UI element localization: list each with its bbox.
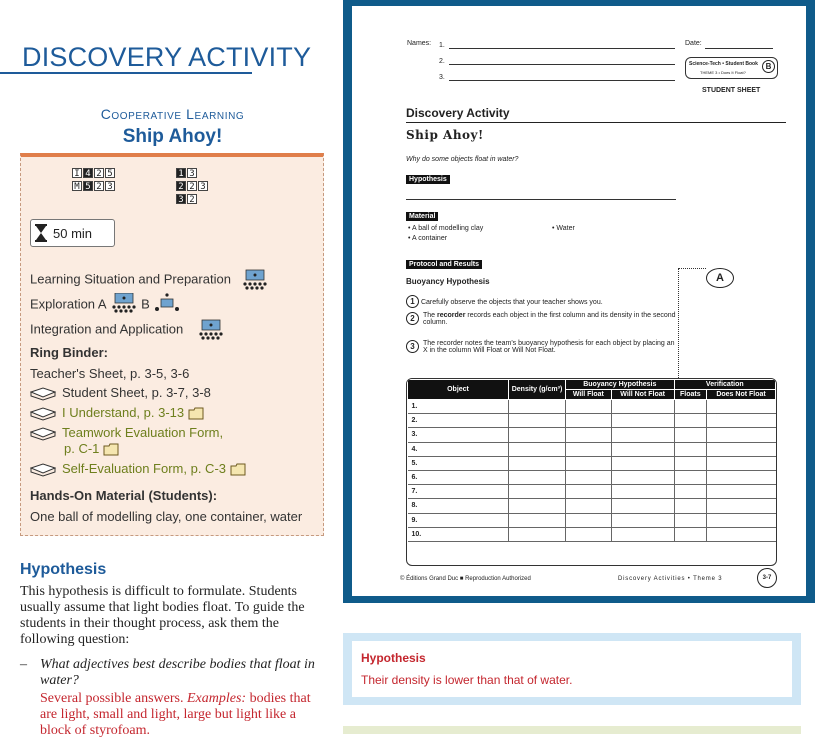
table-cell (707, 400, 776, 414)
table-cell (674, 513, 706, 527)
group-icon (241, 268, 269, 292)
material-item: • Water (552, 225, 575, 232)
folder-icon (188, 407, 204, 420)
name-num: 3. (439, 74, 445, 81)
footer-copyright: © Éditions Grand Duc ■ Reproduction Authorized (400, 576, 531, 582)
grid-label: M (72, 181, 82, 191)
table-row (408, 442, 776, 456)
row-number: 10. (408, 527, 509, 541)
badge-line1: Science-Tech • Student Book (689, 61, 758, 67)
table-cell (674, 442, 706, 456)
hands-on-heading: Hands-On Material (Students): (30, 488, 218, 503)
grid-cell: 5 (83, 181, 93, 191)
col-buoyancy: Buoyancy Hypothesis (566, 380, 675, 390)
understand-item (30, 405, 204, 421)
teamwork-page-label: p. C-1 (64, 441, 100, 456)
table-row (408, 499, 776, 513)
table-cell (611, 513, 674, 527)
protocol-label: Protocol and Results (406, 260, 482, 269)
col-will-not-float: Will Not Float (611, 390, 674, 400)
table-cell (566, 456, 612, 470)
teamwork-page-item (64, 441, 119, 456)
self-eval-label: Self-Evaluation Form, p. C-3 (62, 461, 227, 476)
table-cell (566, 414, 612, 428)
learning-situation-item (30, 268, 269, 292)
row-number: 1. (408, 400, 509, 414)
material-item: • A container (408, 235, 448, 242)
table-cell (707, 527, 776, 541)
teachers-sheet-item: Teacher's Sheet, p. 3-5, 3-6 (30, 366, 190, 381)
grid-cell: 3 (176, 194, 186, 204)
sheet-title: Ship Ahoy! (406, 128, 484, 142)
teamwork-item (30, 425, 223, 441)
table-cell (611, 485, 674, 499)
book-icon (30, 387, 56, 401)
table-cell (707, 470, 776, 484)
footer-theme: Discovery Activities • Theme 3 (618, 576, 723, 582)
step-1: 1 Carefully observe the objects that your teacher shows you. (406, 295, 676, 308)
grid-cell: 2 (187, 181, 197, 191)
grid-cell: 2 (176, 181, 186, 191)
ring-binder-heading: Ring Binder: (30, 345, 108, 360)
duration-box (30, 219, 115, 247)
table-cell (674, 499, 706, 513)
student-sheet-label: STUDENT SHEET (702, 87, 761, 94)
table-cell (509, 428, 566, 442)
table-row (408, 414, 776, 428)
question-text: What adjectives best describe bodies that float in water? (40, 657, 315, 688)
material-label: Material (406, 212, 438, 221)
next-box-edge (343, 726, 801, 734)
grid-cell: 3 (187, 168, 197, 178)
possible-answers (40, 691, 325, 739)
table-cell (611, 442, 674, 456)
table-cell (566, 400, 612, 414)
answer-box-inner (352, 641, 792, 697)
table-cell (611, 414, 674, 428)
integration-item (30, 318, 225, 342)
question-dash: – (20, 657, 27, 672)
understand-label: I Understand, p. 3-13 (62, 405, 185, 420)
folder-icon (103, 443, 119, 456)
table-cell (707, 513, 776, 527)
table-cell (674, 470, 706, 484)
names-label: Names: (407, 40, 432, 47)
section-label: Cooperative Learning (100, 106, 245, 122)
grid-cell: 4 (83, 168, 93, 178)
self-eval-item (30, 461, 246, 477)
pair-icon (153, 293, 181, 317)
group-icon (110, 293, 138, 317)
answer-prefix: Several possible answers. (40, 691, 187, 706)
exploration-b-label: B (141, 296, 150, 312)
table-row (408, 456, 776, 470)
table-row (408, 527, 776, 541)
table-cell (674, 400, 706, 414)
hypothesis-heading: Hypothesis (20, 561, 107, 578)
badge-line2: THEME 3 • Does It Float? (700, 70, 746, 75)
table-cell (707, 428, 776, 442)
marker-a: A (706, 268, 734, 288)
results-table (407, 379, 776, 542)
book-icon (30, 427, 56, 441)
table-cell (611, 456, 674, 470)
table-row (408, 513, 776, 527)
hypothesis-label: Hypothesis (406, 175, 450, 184)
page-number: 3-7 (757, 568, 777, 588)
table-cell (566, 527, 612, 541)
row-number: 8. (408, 499, 509, 513)
grid-cell: 3 (105, 181, 115, 191)
col-does-not-float: Does Not Float (707, 390, 776, 400)
results-table-frame (406, 378, 777, 566)
col-floats: Floats (674, 390, 706, 400)
material-item: • A ball of modelling clay (408, 225, 484, 232)
grid-cell: 2 (94, 181, 104, 191)
folder-icon (230, 463, 246, 476)
student-sheet-item (30, 385, 211, 401)
group-icon (197, 318, 225, 342)
table-cell (707, 442, 776, 456)
table-cell (509, 499, 566, 513)
integration-label: Integration and Application (30, 321, 184, 337)
row-number: 3. (408, 428, 509, 442)
duration-text: 50 min (53, 226, 93, 241)
col-density: Density (g/cm³) (509, 380, 566, 400)
row-number: 5. (408, 456, 509, 470)
table-row (408, 400, 776, 414)
table-cell (611, 428, 674, 442)
step-2: 2 The recorder records each object in the first column and its density in the second column. (406, 312, 676, 326)
student-sheet-label: Student Sheet, p. 3-7, 3-8 (62, 385, 211, 400)
table-cell (509, 527, 566, 541)
answer-text: Their density is lower than that of water. (361, 673, 573, 687)
grid-cell: 3 (198, 181, 208, 191)
table-cell (674, 414, 706, 428)
page-title: DISCOVERY ACTIVITY (22, 42, 312, 72)
grid-cell: 2 (94, 168, 104, 178)
buoyancy-heading: Buoyancy Hypothesis (406, 277, 490, 286)
table-cell (674, 527, 706, 541)
table-cell (611, 527, 674, 541)
table-cell (566, 485, 612, 499)
table-cell (509, 442, 566, 456)
table-row (408, 485, 776, 499)
table-cell (611, 470, 674, 484)
learning-situation-label: Learning Situation and Preparation (30, 271, 231, 287)
table-cell (566, 428, 612, 442)
name-num: 2. (439, 58, 445, 65)
row-number: 9. (408, 513, 509, 527)
student-sheet (352, 6, 806, 596)
col-will-float: Will Float (566, 390, 612, 400)
table-cell (566, 442, 612, 456)
table-cell (509, 456, 566, 470)
table-row (408, 470, 776, 484)
table-cell (566, 513, 612, 527)
table-cell (509, 470, 566, 484)
table-cell (707, 499, 776, 513)
title-underline (0, 72, 252, 74)
row-number: 2. (408, 414, 509, 428)
table-cell (674, 485, 706, 499)
row-number: 6. (408, 470, 509, 484)
table-cell (566, 470, 612, 484)
table-row (408, 428, 776, 442)
teamwork-label: Teamwork Evaluation Form, (62, 425, 224, 440)
table-cell (611, 499, 674, 513)
grid-label: I (72, 168, 82, 178)
date-label: Date: (685, 40, 702, 47)
table-cell (707, 485, 776, 499)
answer-title: Hypothesis (361, 651, 426, 665)
activity-title: Ship Ahoy! (122, 126, 223, 147)
step-number: 1 (406, 295, 419, 308)
table-cell (707, 456, 776, 470)
col-object: Object (408, 380, 509, 400)
exploration-label: Exploration A (30, 296, 106, 312)
table-cell (509, 400, 566, 414)
hands-on-material: One ball of modelling clay, one container, water (30, 509, 303, 524)
table-cell (566, 499, 612, 513)
hypothesis-paragraph: This hypothesis is difficult to formulate. Students usually assume that light bodies float. To guide the students in their thought process, ask them the following question: (20, 584, 305, 647)
book-icon (30, 463, 56, 477)
sheet-heading: Discovery Activity (406, 106, 510, 120)
grid-cell: 1 (176, 168, 186, 178)
table-cell (674, 428, 706, 442)
table-cell (509, 485, 566, 499)
step-3: 3 The recorder notes the team's buoyancy hypothesis for each object by placing an X in the column Will Float or Will Not Float. (406, 340, 676, 354)
hourglass-icon (35, 224, 47, 242)
row-number: 7. (408, 485, 509, 499)
row-number: 4. (408, 442, 509, 456)
name-num: 1. (439, 42, 445, 49)
grid-cell: 2 (187, 194, 197, 204)
source-badge (685, 57, 778, 79)
table-cell (674, 456, 706, 470)
table-cell (611, 400, 674, 414)
grid-indicator-left (72, 168, 116, 191)
table-cell (509, 414, 566, 428)
table-cell (707, 414, 776, 428)
table-cell (509, 513, 566, 527)
step-number: 3 (406, 340, 419, 353)
grid-indicator-right (176, 168, 209, 204)
step-number: 2 (406, 312, 419, 325)
book-icon (30, 407, 56, 421)
grid-cell: 5 (105, 168, 115, 178)
col-verification: Verification (674, 380, 775, 390)
answer-examples-label: Examples: (186, 691, 247, 706)
sheet-question: Why do some objects float in water? (406, 156, 519, 163)
badge-letter: B (762, 60, 775, 73)
answer-rest: bodies that are light, small and light, large but light like a block of styrofoam. (40, 691, 311, 738)
exploration-item (30, 293, 181, 317)
